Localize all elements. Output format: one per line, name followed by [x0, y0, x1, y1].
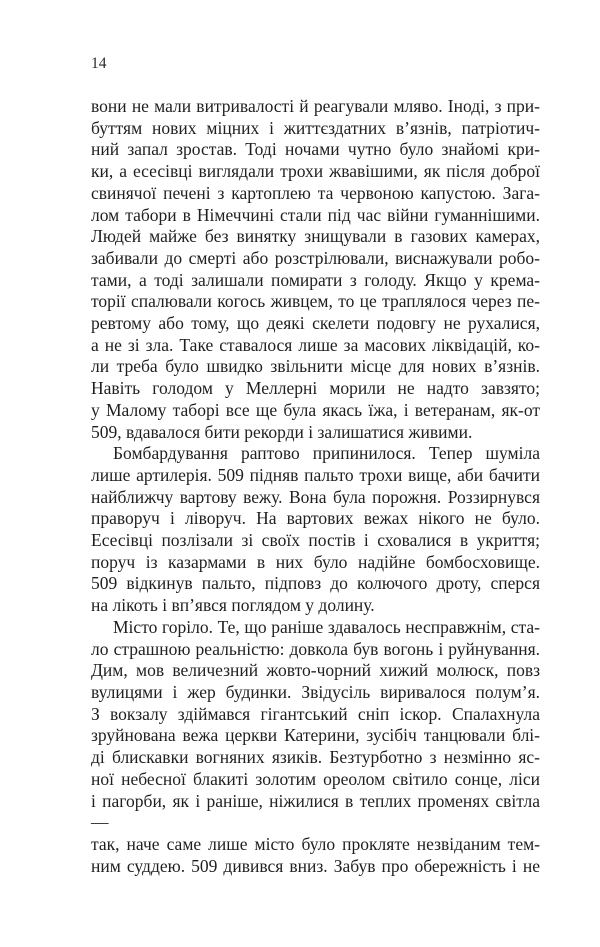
text-line: ревтому або тому, що деякі скелети подовгу не рухалися, — [91, 313, 540, 334]
text-line: Бомбардування раптово припинилося. Тепер шуміла — [113, 443, 540, 464]
text-line: Місто горіло. Те, що раніше здавалось несправжнім, ста- — [113, 616, 540, 637]
text-line: ної небесної блакиті золотим ореолом світило сонце, ліси — [91, 768, 540, 789]
text-line: у Малому таборі все ще була якась їжа, і ветеранам, як-от — [91, 399, 540, 420]
text-line: лом табори в Німеччині стали під час війни гуманнішими. — [91, 204, 540, 225]
text-line: лише артилерія. 509 підняв пальто трохи вище, аби бачити — [91, 464, 540, 485]
text-line: зруйнована вежа церкви Катерини, зусібіч танцювали блі- — [91, 725, 540, 746]
text-line: найближчу вартову вежу. Вона була порожня. Роззирнувся — [91, 486, 540, 507]
text-line: ли треба було швидко звільнити місце для нових в’язнів. — [91, 356, 540, 377]
text-line: ний запал зростав. Тоді ночами чутно було знайомі кри- — [91, 139, 540, 160]
text-line: ки, а есесівці виглядали трохи жвавішими, як після доброї — [91, 161, 540, 182]
text-line: вулицями і жер будинки. Звідусіль виривалося полум’я. — [91, 681, 540, 702]
text-line: тами, а тоді залишали помирати з голоду. Якщо у крема- — [91, 269, 540, 290]
text-line: забивали до смерті або розстрілювали, виснажували робо- — [91, 247, 540, 268]
paragraph — [91, 617, 540, 877]
text-line: ді блискавки вогняних язиків. Безтурботно з незмінно яс- — [91, 747, 540, 768]
page-number: 14 — [91, 55, 107, 72]
text-line: Есесівці позлізали зі своїх постів і сховалися в укриття; — [91, 530, 540, 551]
page-text — [91, 96, 540, 877]
text-line: а не зі зла. Таке ставалося лише за масових ліквідацій, ко- — [91, 334, 540, 355]
text-line: 509 відкинув пальто, підповз до колючого дроту, сперся — [91, 573, 540, 594]
text-line: буттям нових міцних і життєздатних в’язнів, патріотич- — [91, 117, 540, 138]
text-line: З вокзалу здіймався гігантський сніп іскор. Спалахнула — [91, 703, 540, 724]
text-line: Навіть голодом у Меллерні морили не надто завзято; — [91, 378, 540, 399]
text-line: торії спалювали когось живцем, то це траплялося через пе- — [91, 291, 540, 312]
text-line: і пагорби, як і раніше, ніжилися в теплих променях світла — — [91, 790, 540, 833]
text-line: поруч із казармами в них було надійне бомбосховище. — [91, 551, 540, 572]
text-line: на лікоть і вп’явся поглядом у долину. — [91, 595, 375, 616]
text-line: 509, вдавалося бити рекорди і залишатися живими. — [91, 421, 473, 442]
text-line: ло страшною реальністю: довкола був вогонь і руйнування. — [91, 638, 540, 659]
paragraph — [91, 96, 540, 443]
text-line: вони не мали витривалості й реагували мляво. Іноді, з при- — [91, 96, 540, 116]
text-line: так, наче саме лише місто було прокляте незвіданим тем- — [91, 833, 540, 854]
text-line: Дим, мов величезний жовто-чорний хижий молюск, повз — [91, 660, 540, 681]
text-line: праворуч і ліворуч. На вартових вежах нікого не було. — [91, 508, 540, 529]
text-line: ним суддею. 509 дивився вниз. Забув про обережність і не — [91, 855, 540, 876]
paragraph — [91, 443, 540, 617]
text-line: Людей майже без винятку знищували в газових камерах, — [91, 226, 540, 247]
text-line: свинячої печені з картоплею та червоною капустою. Зага- — [91, 182, 540, 203]
